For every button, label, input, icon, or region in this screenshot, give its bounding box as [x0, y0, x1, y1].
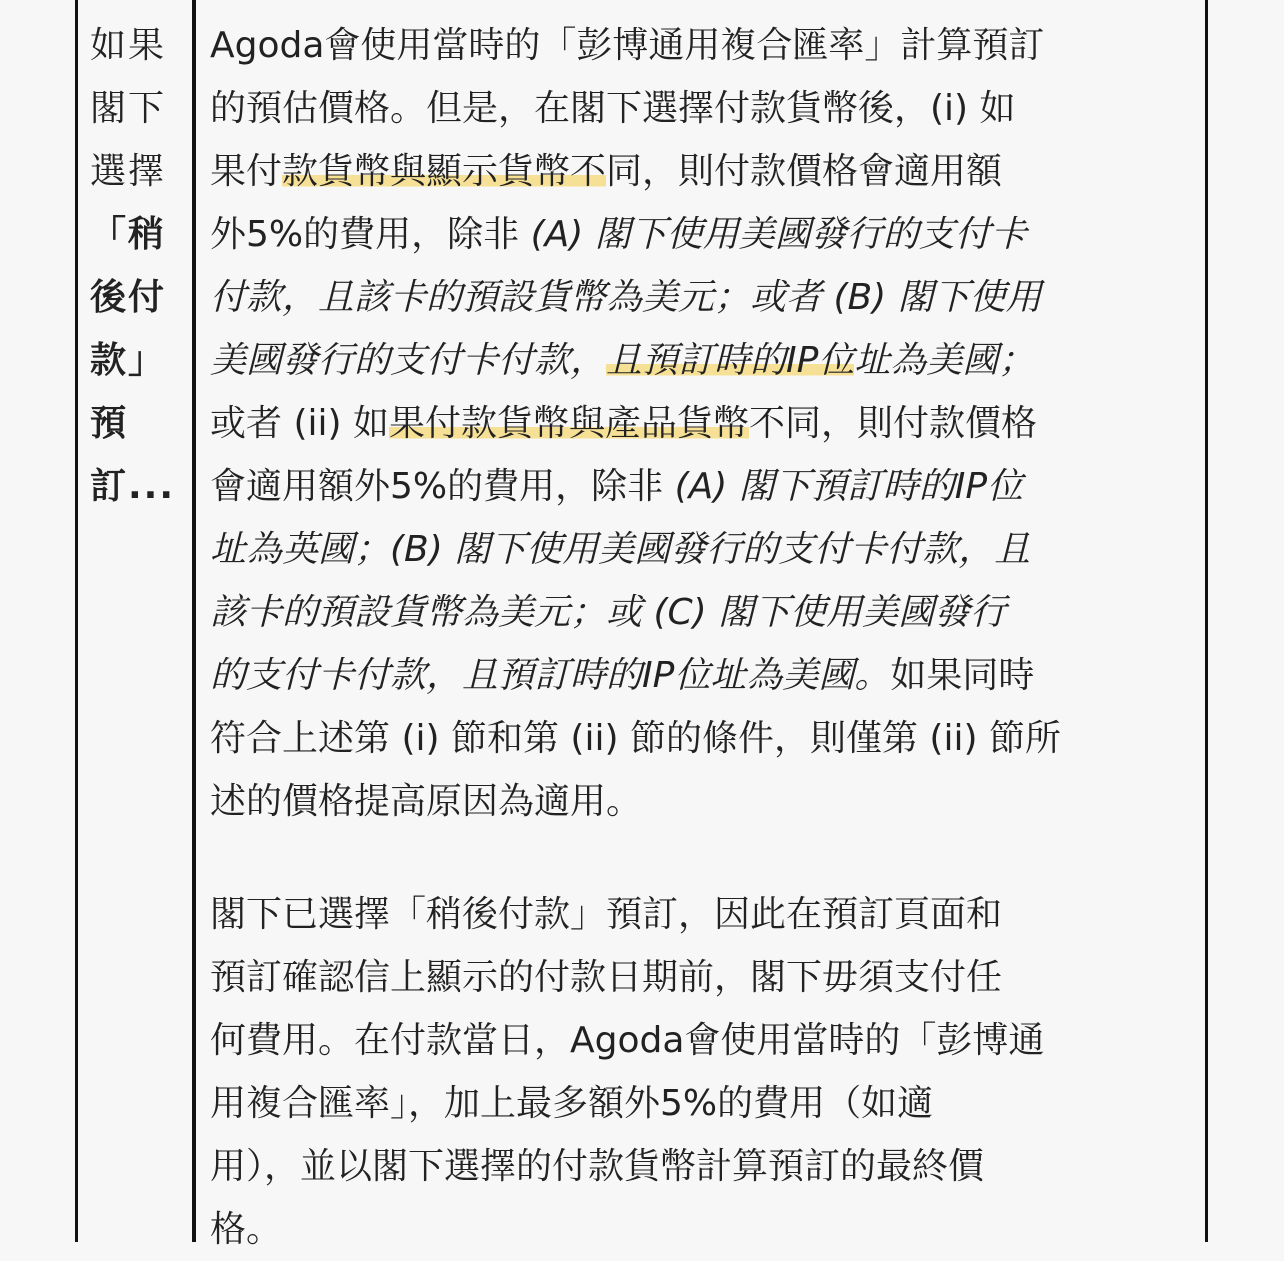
text-line: 閣下已選擇「稍後付款」預訂，因此在預訂頁面和: [210, 894, 1003, 935]
text-line: [210, 392, 1200, 455]
text-line: [210, 644, 1200, 707]
italic-text: 的支付卡付款，且預訂時的IP位址為美國。: [210, 655, 891, 696]
text-line: [210, 455, 1200, 518]
text-span: 果付: [210, 151, 283, 192]
text-line: 述的價格提高原因為適用。: [210, 781, 643, 822]
text-line: 何費用。在付款當日，Agoda會使用當時的「彭博通: [210, 1020, 1045, 1061]
paragraph-spacer: [210, 833, 1200, 883]
row-header-line: 訂...: [90, 466, 176, 507]
row-header-line: 選擇: [90, 151, 167, 192]
table-border-right: [1205, 0, 1208, 1242]
row-header-line: 閣下: [90, 88, 167, 129]
paragraph-exchange-rate: [210, 14, 1200, 833]
text-line: 格。: [210, 1209, 283, 1250]
text-span: 會適用額外5%的費用，除非: [210, 466, 675, 507]
highlighted-text: 果付款貨幣與產品貨幣: [388, 403, 749, 444]
text-line: 預訂確認信上顯示的付款日期前，閣下毋須支付任: [210, 957, 1003, 998]
text-line: [210, 140, 1200, 203]
text-span: 外5%的費用，除非: [210, 214, 531, 255]
text-span: 美國發行的支付卡付款，: [210, 340, 607, 381]
highlighted-text: 款貨幣與顯示貨幣不: [282, 151, 607, 192]
row-header-cell: [90, 14, 186, 518]
text-line: Agoda會使用當時的「彭博通用複合匯率」計算預訂: [210, 25, 1045, 66]
text-line: [210, 203, 1200, 266]
row-header-line: 如果: [90, 25, 167, 66]
text-line: 的預估價格。但是，在閣下選擇付款貨幣後，(i) 如: [210, 88, 1016, 129]
text-span: 不同，則付款價格: [749, 403, 1038, 444]
row-header-line: 後付: [90, 277, 167, 318]
table-border-middle: [192, 0, 196, 1242]
highlighted-text: 且預訂時的IP位: [606, 340, 855, 381]
text-line: 址為英國；(B) 閣下使用美國發行的支付卡付款，且: [210, 529, 1031, 570]
row-header-line: 「稍: [90, 214, 167, 255]
text-line: [210, 329, 1200, 392]
italic-text: (A) 閣下使用美國發行的支付卡: [530, 214, 1027, 255]
table-border-outer-left: [75, 0, 78, 1242]
text-span: 或者 (ii) 如: [210, 403, 389, 444]
content-cell: [210, 14, 1200, 1261]
italic-text: (A) 閣下預訂時的IP位: [674, 466, 1024, 507]
text-line: 付款，且該卡的預設貨幣為美元；或者 (B) 閣下使用: [210, 277, 1042, 318]
paragraph-pay-later: [210, 883, 1200, 1261]
row-header-line: 預: [90, 403, 129, 444]
text-span: 同，則付款價格會適用額: [606, 151, 1003, 192]
text-line: 符合上述第 (i) 節和第 (ii) 節的條件，則僅第 (ii) 節所: [210, 718, 1061, 759]
text-line: 用），並以閣下選擇的付款貨幣計算預訂的最終價: [210, 1146, 985, 1187]
text-line: 用複合匯率」，加上最多額外5%的費用（如適: [210, 1083, 934, 1124]
text-span: 址為美國；: [854, 340, 1035, 381]
row-header-line: 款」: [90, 340, 167, 381]
text-span: 如果同時: [890, 655, 1035, 696]
text-line: 該卡的預設貨幣為美元；或 (C) 閣下使用美國發行: [210, 592, 1007, 633]
